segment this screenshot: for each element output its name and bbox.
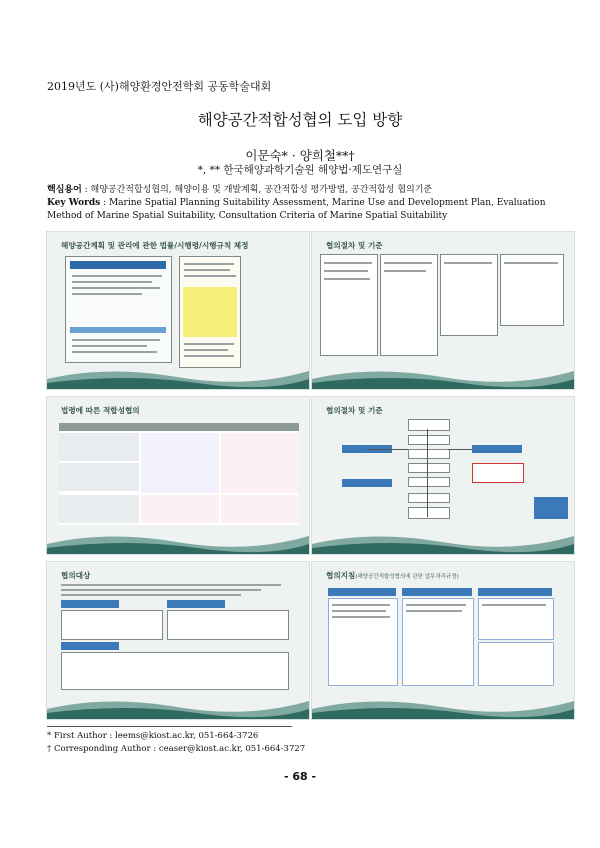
flow-node: [408, 493, 450, 503]
law-article-list: [179, 256, 241, 368]
flow-side-node: [342, 479, 392, 487]
slide-wave-decoration: [47, 695, 309, 719]
slide-subtitle: (해양공간적합성협의에 관한 업무처리규정): [355, 574, 459, 580]
keywords-block: [47, 184, 557, 223]
target-category: [167, 600, 225, 608]
flow-node: [408, 449, 450, 459]
law-document-image: [65, 256, 172, 363]
flow-side-node: [472, 445, 522, 453]
keywords-korean: [47, 184, 557, 197]
flow-node-end: [408, 507, 450, 519]
slide-title: 협의절차 및 기준: [326, 241, 383, 250]
slide-wave-decoration: [312, 530, 574, 554]
flow-side-node: [472, 463, 524, 483]
footnote-divider: [47, 726, 292, 727]
target-list: [61, 610, 163, 640]
flow-legend-box: [534, 497, 568, 519]
paper-authors: 이문숙* · 양희철**†: [245, 148, 355, 163]
conference-header: 2019년도 (사)해양환경안전학회 공동학술대회: [47, 80, 272, 93]
slide-title-wrap: [326, 570, 459, 581]
slide-title: 협의지침: [326, 571, 356, 580]
flow-node: [408, 477, 450, 487]
page-number: - 68 -: [283, 770, 317, 783]
slide-wave-decoration: [312, 695, 574, 719]
target-list: [61, 652, 289, 690]
keywords-ko-label: 핵심용어: [47, 185, 82, 195]
flow-node: [408, 463, 450, 473]
keywords-en-text: : Marine Spatial Planning Suitability Assessment, Marine Use and Development Plan, Evaluation Method of Marine Spatial Suitability, Consultation Criteria of Marine Spatial Suitability: [47, 198, 546, 221]
slide-consultation-guidelines: [312, 562, 574, 719]
slide-procedure-criteria-2: [312, 397, 574, 554]
slide-title: 법령에 따른 적합성협의: [61, 406, 140, 415]
target-list: [167, 610, 289, 640]
keywords-english: [47, 197, 557, 223]
flow-node-start: [408, 419, 450, 431]
slide-consultation-targets: [47, 562, 309, 719]
slide-wave-decoration: [47, 530, 309, 554]
procedure-column-3: [440, 254, 498, 336]
slide-wave-decoration: [312, 365, 574, 389]
slide-title: 협의대상: [61, 571, 91, 580]
slide-title: 협의절차 및 기준: [326, 406, 383, 415]
flow-node: [408, 435, 450, 445]
slide-law-suitability: [47, 397, 309, 554]
slide-procedure-criteria-1: [312, 232, 574, 389]
guideline-header: [328, 588, 396, 596]
law-comparison-table: [59, 423, 299, 525]
keywords-ko-text: : 해양공간적합성협의, 해양이용 및 개발계획, 공간적합성 평가방법, 공간적합성 협의기준: [81, 185, 433, 195]
guideline-header: [402, 588, 472, 596]
target-category: [61, 642, 119, 650]
slide-title: 해양공간계획 및 관리에 관한 법률/시행령/시행규칙 체정: [61, 241, 249, 250]
slide-law-overview: [47, 232, 309, 389]
keywords-en-label: Key Words: [47, 198, 101, 208]
procedure-column-4: [500, 254, 564, 326]
footnote-corresponding-author: † Corresponding Author : ceaser@kiost.ac.kr, 051-664-3727: [47, 744, 306, 754]
guideline-header: [478, 588, 552, 596]
paper-affiliation: *, ** 한국해양과학기술원 해양법·제도연구실: [197, 164, 403, 176]
slide-wave-decoration: [47, 365, 309, 389]
paper-title: 해양공간적합성협의 도입 방향: [197, 111, 403, 129]
guideline-column-4: [478, 642, 554, 686]
target-category: [61, 600, 119, 608]
footnote-first-author: * First Author : leems@kiost.ac.kr, 051-664-3726: [47, 731, 259, 741]
